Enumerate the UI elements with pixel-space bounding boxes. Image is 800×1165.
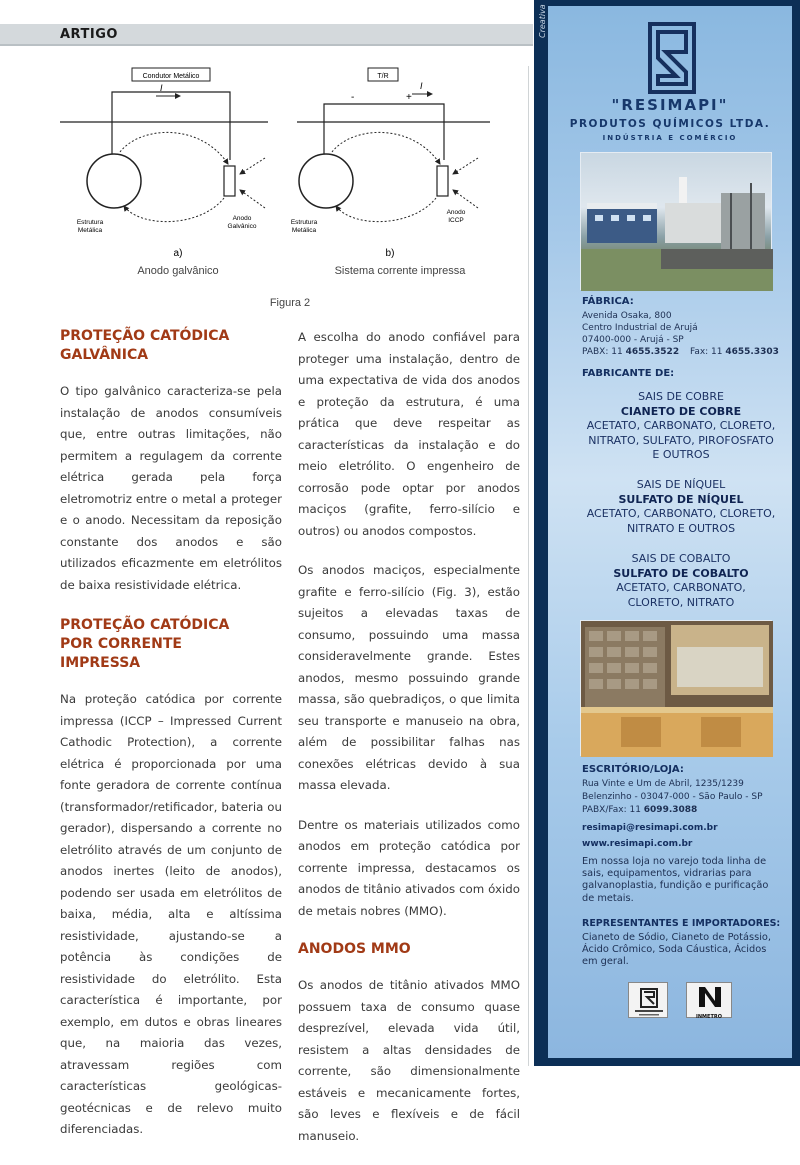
creative-credit: Creativa bbox=[538, 4, 547, 38]
structure-circle-a bbox=[87, 154, 141, 208]
heading-galvanic: PROTEÇÃO CATÓDICA GALVÂNICA bbox=[60, 328, 230, 363]
right-column bbox=[298, 327, 520, 1165]
anode-label-b2: ICCP bbox=[448, 217, 464, 224]
copper-salts bbox=[568, 390, 794, 463]
figure-b-caption: Sistema corrente impressa bbox=[334, 265, 466, 277]
struct-label-b1: Estrutura bbox=[290, 219, 318, 226]
column-divider bbox=[528, 66, 529, 1066]
figure-diagram bbox=[60, 60, 520, 320]
cobalt-title: SAIS DE COBALTO bbox=[631, 552, 731, 565]
paragraph-anode-choice: A escolha do anodo confiável para proteger uma instalação, dentro de uma expectativa de vida dos anodos e proteção da estrutura, é uma prática que deve respeitar as características da instalação e do meio eletrólito. O engenheiro de corrosão pode optar por anodos maciços (grafite, ferro-silício e outros) ou anodos compostos. bbox=[298, 330, 520, 538]
office-label: ESCRITÓRIO/LOJA: bbox=[582, 764, 684, 775]
store-description: Em nossa loja no varejo toda linha de sais, equipamentos, vidrarias para galvanoplastia, fundição e purificação de metais. bbox=[582, 856, 769, 904]
diagram-b bbox=[291, 68, 490, 277]
resimapi-ad bbox=[548, 6, 792, 1058]
paragraph-mmo: Os anodos de titânio ativados MMO possuem taxa de consumo quase desprezível, elevada vida útil, resistem a altas densidades de corrente, são dimensionalmente estáveis e mecanicamente fortes, são leves e flexíveis e de fácil manuseio. bbox=[298, 978, 520, 1143]
website-link[interactable]: www.resimapi.com.br bbox=[582, 839, 693, 849]
nickel-line-3: ACETATO, CARBONATO, CLORETO, bbox=[586, 507, 776, 520]
cobalt-salts bbox=[568, 552, 794, 610]
paragraph-materials: Dentre os materiais utilizados como anodos em proteção catódica por corrente impressa, destacamos os anodos de titânio ativados com óxido de metais nobres (MMO). bbox=[298, 817, 520, 918]
office-line-1: Rua Vinte e Um de Abril, 1235/1239 bbox=[582, 779, 744, 789]
anode-label-a1: Anodo bbox=[232, 215, 252, 222]
copper-line-3: ACETATO, CARBONATO, CLORETO, bbox=[586, 419, 776, 432]
copper-line-5: E OUTROS bbox=[652, 448, 710, 461]
minus-sign: - bbox=[351, 92, 355, 103]
anode-label-a2: Galvânico bbox=[227, 223, 257, 230]
diagram-a bbox=[60, 68, 268, 277]
struct-label-a2: Metálica bbox=[77, 227, 103, 234]
factory-line-2: Centro Industrial de Arujá bbox=[582, 323, 698, 333]
company-name: "RESIMAPI" bbox=[611, 96, 729, 114]
fax-prefix: Fax: 11 bbox=[689, 347, 726, 357]
quality-seal bbox=[628, 982, 668, 1018]
struct-label-b2: Metálica bbox=[291, 227, 317, 234]
struct-label-a1: Estrutura bbox=[76, 219, 104, 226]
resimapi-logo bbox=[648, 22, 696, 94]
conductor-label: Condutor Metálico bbox=[142, 73, 200, 80]
cobalt-line-4: CLORETO, NITRATO bbox=[627, 595, 735, 609]
office-line-2: Belenzinho - 03047-000 - São Paulo - SP bbox=[582, 792, 763, 802]
current-label-a: I bbox=[160, 83, 163, 93]
pabxfax-prefix: PABX/Fax: 11 bbox=[582, 805, 644, 815]
cobalt-sulfate: SULFATO DE COBALTO bbox=[613, 566, 749, 580]
nickel-line-4: NITRATO E OUTROS bbox=[626, 521, 736, 535]
copper-line-4: NITRATO, SULFATO, PIROFOSFATO bbox=[588, 433, 774, 447]
office-phone-line bbox=[582, 804, 763, 817]
left-column bbox=[60, 327, 282, 1159]
anode-a bbox=[224, 166, 235, 196]
copper-title: SAIS DE COBRE bbox=[638, 390, 724, 403]
paragraph-impressed-current: Na proteção catódica por corrente impressa (ICCP – Impressed Current Cathodic Protection), a corrente elétrica é proporcionada por uma fonte geradora de corrente contínua (transformador/retificador, bateria ou gerador), dispersando a corrente no eletrólito através de um conjunto de anodos inertes (leito de anodos), podendo ser usada em eletrólitos de baixa, média, alta e altíssima resistividade, ajustando-se a potência às condições de resistividade do eletrólito. Esta característica é importante, por exemplo, em dutos e obras lineares que, na maioria das vezes, atravessam regiões com características geológicas-geotécnicas e de relevo muito diferenciadas. bbox=[60, 692, 282, 1136]
current-label-b: I bbox=[420, 81, 423, 91]
figure-a-letter: a) bbox=[173, 248, 183, 259]
copper-cyanide: CIANETO DE COBRE bbox=[620, 404, 742, 418]
figure-title: Figura 2 bbox=[269, 297, 311, 309]
structure-circle-b bbox=[299, 154, 353, 208]
heading-mmo: ANODOS MMO bbox=[298, 941, 411, 957]
anode-label-b1: Anodo bbox=[446, 209, 466, 216]
heading-impressed-current: PROTEÇÃO CATÓDICA POR CORRENTE IMPRESSA bbox=[60, 617, 230, 671]
figure-2 bbox=[60, 60, 520, 320]
inmetro-label: INMETRO bbox=[696, 1014, 722, 1020]
nickel-salts bbox=[568, 478, 794, 536]
nickel-title: SAIS DE NÍQUEL bbox=[636, 478, 726, 491]
cobalt-line-3: ACETATO, CARBONATO, bbox=[616, 581, 746, 594]
store-photo bbox=[580, 620, 772, 756]
manufacturer-label: FABRICANTE DE: bbox=[582, 368, 675, 379]
factory-label: FÁBRICA: bbox=[582, 296, 634, 307]
fax-number: 4655.3303 bbox=[725, 347, 779, 357]
office-address bbox=[582, 778, 763, 817]
pabx-prefix: PABX: 11 bbox=[582, 347, 626, 357]
figure-a-caption: Anodo galvânico bbox=[137, 265, 219, 277]
paragraph-massive-anodes: Os anodos maciços, especialmente grafite e ferro-silício (Fig. 3), estão sujeitos a elevadas taxas de consumo, possuindo uma massa consideravelmente grande. Estes anodos, mesmo possuindo grande massa, são quebradiços, o que limita seu transporte e manuseio na obra, além de possibilitar falhas nas conexões elétricas devido à sua massa elevada. bbox=[298, 563, 520, 792]
factory-address bbox=[582, 310, 779, 358]
pabxfax-number: 6099.3088 bbox=[643, 805, 698, 815]
representatives-label: REPRESENTANTES E IMPORTADORES: bbox=[582, 918, 781, 929]
inmetro-seal bbox=[686, 982, 732, 1018]
company-subtitle: PRODUTOS QUÍMICOS LTDA. bbox=[569, 118, 771, 130]
factory-photo bbox=[580, 152, 772, 290]
tr-label: T/R bbox=[377, 73, 389, 80]
anode-b bbox=[437, 166, 448, 196]
factory-line-1: Avenida Osaka, 800 bbox=[582, 311, 672, 321]
paragraph-galvanic: O tipo galvânico caracteriza-se pela instalação de anodos consumíveis que, entre outras limitações, não permitem a regulagem da corrente elétrica gerada pela força eletromotriz entre o metal a proteger e o anodo. Necessitam da reposição constante dos anodos e são utilizados eficazmente em eletrólitos de baixa resistividade elétrica. bbox=[60, 384, 282, 592]
figure-b-letter: b) bbox=[385, 248, 395, 259]
pabx-number: 4655.3522 bbox=[625, 347, 680, 357]
nickel-sulfate: SULFATO DE NÍQUEL bbox=[618, 492, 744, 506]
section-label: ARTIGO bbox=[60, 27, 118, 42]
factory-phone-line bbox=[582, 346, 779, 358]
representatives-text: Cianeto de Sódio, Cianeto de Potássio, Ácido Crômico, Soda Cáustica, Ácidos em geral. bbox=[582, 932, 772, 968]
factory-line-3: 07400-000 - Arujá - SP bbox=[582, 335, 684, 345]
section-header bbox=[0, 24, 533, 46]
company-tagline: INDÚSTRIA E COMÉRCIO bbox=[602, 134, 738, 142]
plus-sign: + bbox=[406, 92, 412, 103]
email-link[interactable]: resimapi@resimapi.com.br bbox=[582, 823, 718, 833]
